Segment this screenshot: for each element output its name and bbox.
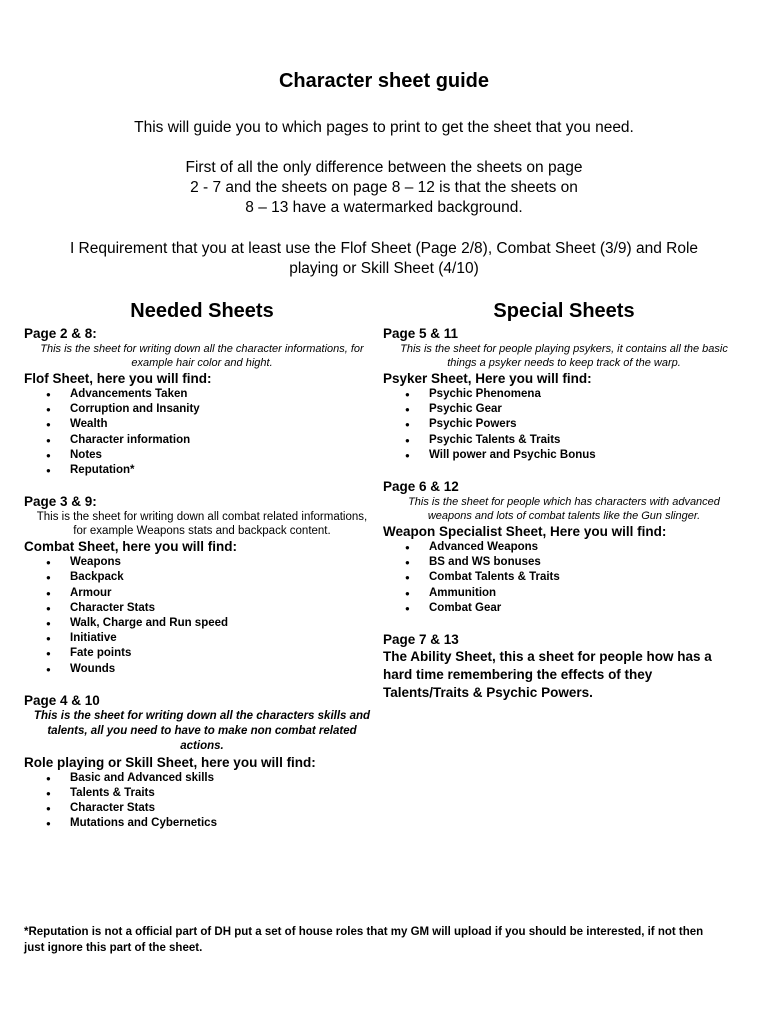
section-description: This is the sheet for people which has characters with advanced weapons and lots of combat talents like the Gun slinger. — [408, 496, 720, 523]
section-description: This is the sheet for writing down all combat related informations, for example Weapons stats and backpack content. — [36, 511, 368, 538]
intro-line-1: This will guide you to which pages to print to get the sheet that you need. — [134, 119, 634, 136]
list-item: ● Initiative — [24, 631, 380, 646]
combat-sheet-section — [24, 494, 380, 677]
ability-sheet-section — [383, 632, 745, 702]
list-item: ● Combat Talents & Traits — [383, 570, 745, 585]
skill-sheet-section — [24, 693, 380, 832]
special-sheets-heading: Special Sheets — [493, 300, 635, 322]
list-item: ● Psychic Phenomena — [383, 387, 745, 402]
list-item: ● Fate points — [24, 646, 380, 661]
page-label: Page 5 & 11 — [383, 326, 459, 341]
list-item: ● Character Stats — [24, 601, 380, 616]
list-item: ● Mutations and Cybernetics — [24, 816, 380, 831]
psyker-sheet-section — [383, 326, 745, 463]
list-title: Role playing or Skill Sheet, here you will find: — [24, 754, 316, 770]
list-item: ● Basic and Advanced skills — [24, 771, 380, 786]
list-title: Weapon Specialist Sheet, Here you will find: — [383, 524, 667, 540]
list-item: ● Wounds — [24, 662, 380, 677]
list-title: Flof Sheet, here you will find: — [24, 371, 212, 386]
list-item: ● Ammunition — [383, 586, 745, 601]
flof-sheet-section — [24, 326, 380, 478]
weapon-specialist-list — [383, 540, 745, 616]
list-item: ● Corruption and Insanity — [24, 402, 380, 417]
list-item: ● Talents & Traits — [24, 786, 380, 801]
list-item: ● Character information — [24, 433, 380, 448]
flof-sheet-list — [24, 387, 380, 478]
section-description: This is the sheet for writing down all the characters skills and talents, all you need to have to make non combat related actions. — [33, 709, 371, 752]
list-item: ● Weapons — [24, 555, 380, 570]
reputation-footnote: *Reputation is not a official part of DH put a set of house roles that my GM will upload if you should be interested, if not then just ignore this part of the sheet. — [24, 926, 704, 954]
document-title: Character sheet guide — [278, 70, 490, 92]
list-item: ● Combat Gear — [383, 601, 745, 616]
list-item: ● Character Stats — [24, 801, 380, 816]
list-item: ● Will power and Psychic Bonus — [383, 448, 745, 463]
ability-sheet-description: The Ability Sheet, this a sheet for people how has a hard time remembering the effects of they Talents/Traits & Psychic Powers. — [383, 649, 712, 701]
list-title: Combat Sheet, here you will find: — [24, 539, 238, 555]
intro-paragraph-difference: First of all the only difference between the sheets on page 2 - 7 and the sheets on page 8 – 12 is that the sheets on 8 – 13 have a watermarked background. — [185, 159, 583, 216]
list-item: ● Walk, Charge and Run speed — [24, 616, 380, 631]
list-item: ● Psychic Talents & Traits — [383, 433, 745, 448]
page-label: Page 7 & 13 — [383, 632, 459, 648]
list-item: ● Wealth — [24, 417, 380, 432]
weapon-specialist-section — [383, 479, 745, 616]
page-label: Page 2 & 8: — [24, 326, 97, 341]
psyker-sheet-list — [383, 387, 745, 463]
list-item: ● Backpack — [24, 570, 380, 585]
skill-sheet-list — [24, 771, 380, 832]
combat-sheet-list — [24, 555, 380, 677]
list-item: ● Armour — [24, 586, 380, 601]
list-item: ● Reputation* — [24, 463, 380, 478]
list-item: ● Advancements Taken — [24, 387, 380, 402]
list-title: Psyker Sheet, Here you will find: — [383, 371, 592, 386]
intro-paragraph-requirement: I Requirement that you at least use the Flof Sheet (Page 2/8), Combat Sheet (3/9) and Role playing or Skill Sheet (4/10) — [69, 240, 699, 277]
list-item: ● BS and WS bonuses — [383, 555, 745, 570]
list-item: ● Advanced Weapons — [383, 540, 745, 555]
needed-sheets-column — [24, 296, 380, 848]
list-item: ● Psychic Powers — [383, 417, 745, 432]
page-label: Page 4 & 10 — [24, 692, 100, 708]
list-item: ● Psychic Gear — [383, 402, 745, 417]
needed-sheets-heading: Needed Sheets — [130, 300, 274, 322]
list-item: ● Notes — [24, 448, 380, 463]
section-description: This is the sheet for people playing psykers, it contains all the basic things a psyker needs to keep track of the warp. — [400, 343, 728, 369]
special-sheets-column — [383, 296, 745, 718]
section-description: This is the sheet for writing down all the character informations, for example hair color and hight. — [40, 343, 364, 369]
page-label: Page 6 & 12 — [383, 479, 459, 495]
page-label: Page 3 & 9: — [24, 494, 97, 510]
